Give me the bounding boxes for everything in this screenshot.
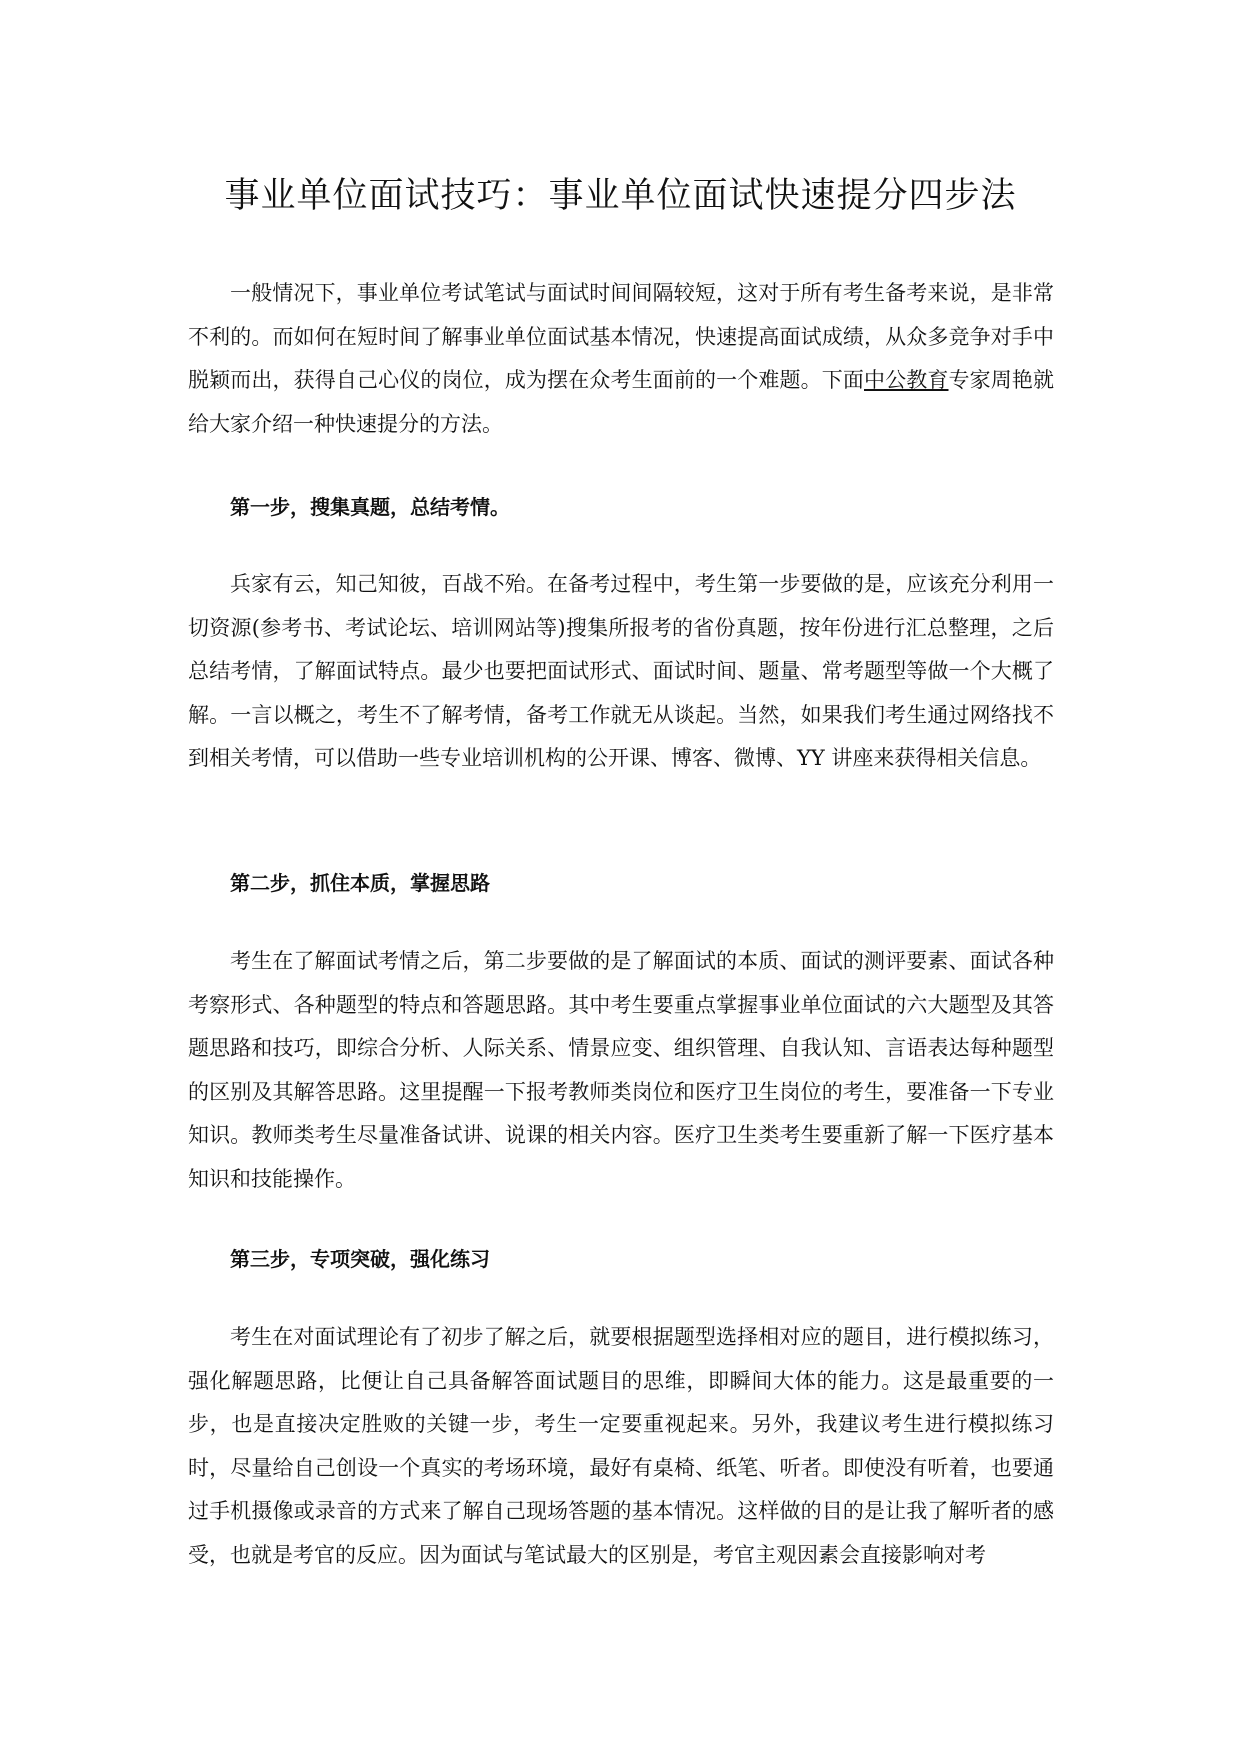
intro-paragraph bbox=[188, 272, 1054, 446]
section-paragraph-step1: 兵家有云，知己知彼，百战不殆。在备考过程中，考生第一步要做的是，应该充分利用一切资源(参考书、考试论坛、培训网站等)搜集所报考的省份真题，按年份进行汇总整理，之后总结考情，了解面试特点。最少也要把面试形式、面试时间、题量、常考题型等做一个大概了解。一言以概之，考生不了解考情，备考工作就无从谈起。当然，如果我们考生通过网络找不到相关考情，可以借助一些专业培训机构的公开课、博客、微博、YY 讲座来获得相关信息。 bbox=[188, 572, 1054, 770]
section-heading-step3: 第三步，专项突破，强化练习 bbox=[230, 1247, 490, 1271]
offcn-link[interactable]: 中公教育 bbox=[864, 368, 949, 392]
document-title: 事业单位面试技巧：事业单位面试快速提分四步法 bbox=[224, 176, 1017, 216]
section-heading-step1: 第一步，搜集真题，总结考情。 bbox=[230, 495, 510, 519]
section-paragraph-step2: 考生在了解面试考情之后，第二步要做的是了解面试的本质、面试的测评要素、面试各种考察形式、各种题型的特点和答题思路。其中考生要重点掌握事业单位面试的六大题型及其答题思路和技巧，即综合分析、人际关系、情景应变、组织管理、自我认知、言语表达每种题型的区别及其解答思路。这里提醒一下报考教师类岗位和医疗卫生岗位的考生，要准备一下专业知识。教师类考生尽量准备试讲、说课的相关内容。医疗卫生类考生要重新了解一下医疗基本知识和技能操作。 bbox=[188, 949, 1054, 1191]
intro-text-after-link: 专家周艳就给大家介绍一种快速提分的方法。 bbox=[188, 368, 1054, 436]
intro-text-before-link: 一般情况下，事业单位考试笔试与面试时间间隔较短，这对于所有考生备考来说，是非常不利的。而如何在短时间了解事业单位面试基本情况，快速提高面试成绩，从众多竞争对手中脱颖而出，获得自己心仪的岗位，成为摆在众考生面前的一个难题。下面 bbox=[188, 281, 1054, 392]
section-paragraph-step3: 考生在对面试理论有了初步了解之后，就要根据题型选择相对应的题目，进行模拟练习，强化解题思路，比便让自己具备解答面试题目的思维，即瞬间大体的能力。这是最重要的一步，也是直接决定胜败的关键一步，考生一定要重视起来。另外，我建议考生进行模拟练习时，尽量给自己创设一个真实的考场环境，最好有桌椅、纸笔、听者。即使没有听着，也要通过手机摄像或录音的方式来了解自己现场答题的基本情况。这样做的目的是让我了解听者的感受，也就是考官的反应。因为面试与笔试最大的区别是，考官主观因素会直接影响对考 bbox=[188, 1325, 1054, 1567]
section-heading-step2: 第二步，抓住本质，掌握思路 bbox=[230, 871, 490, 895]
